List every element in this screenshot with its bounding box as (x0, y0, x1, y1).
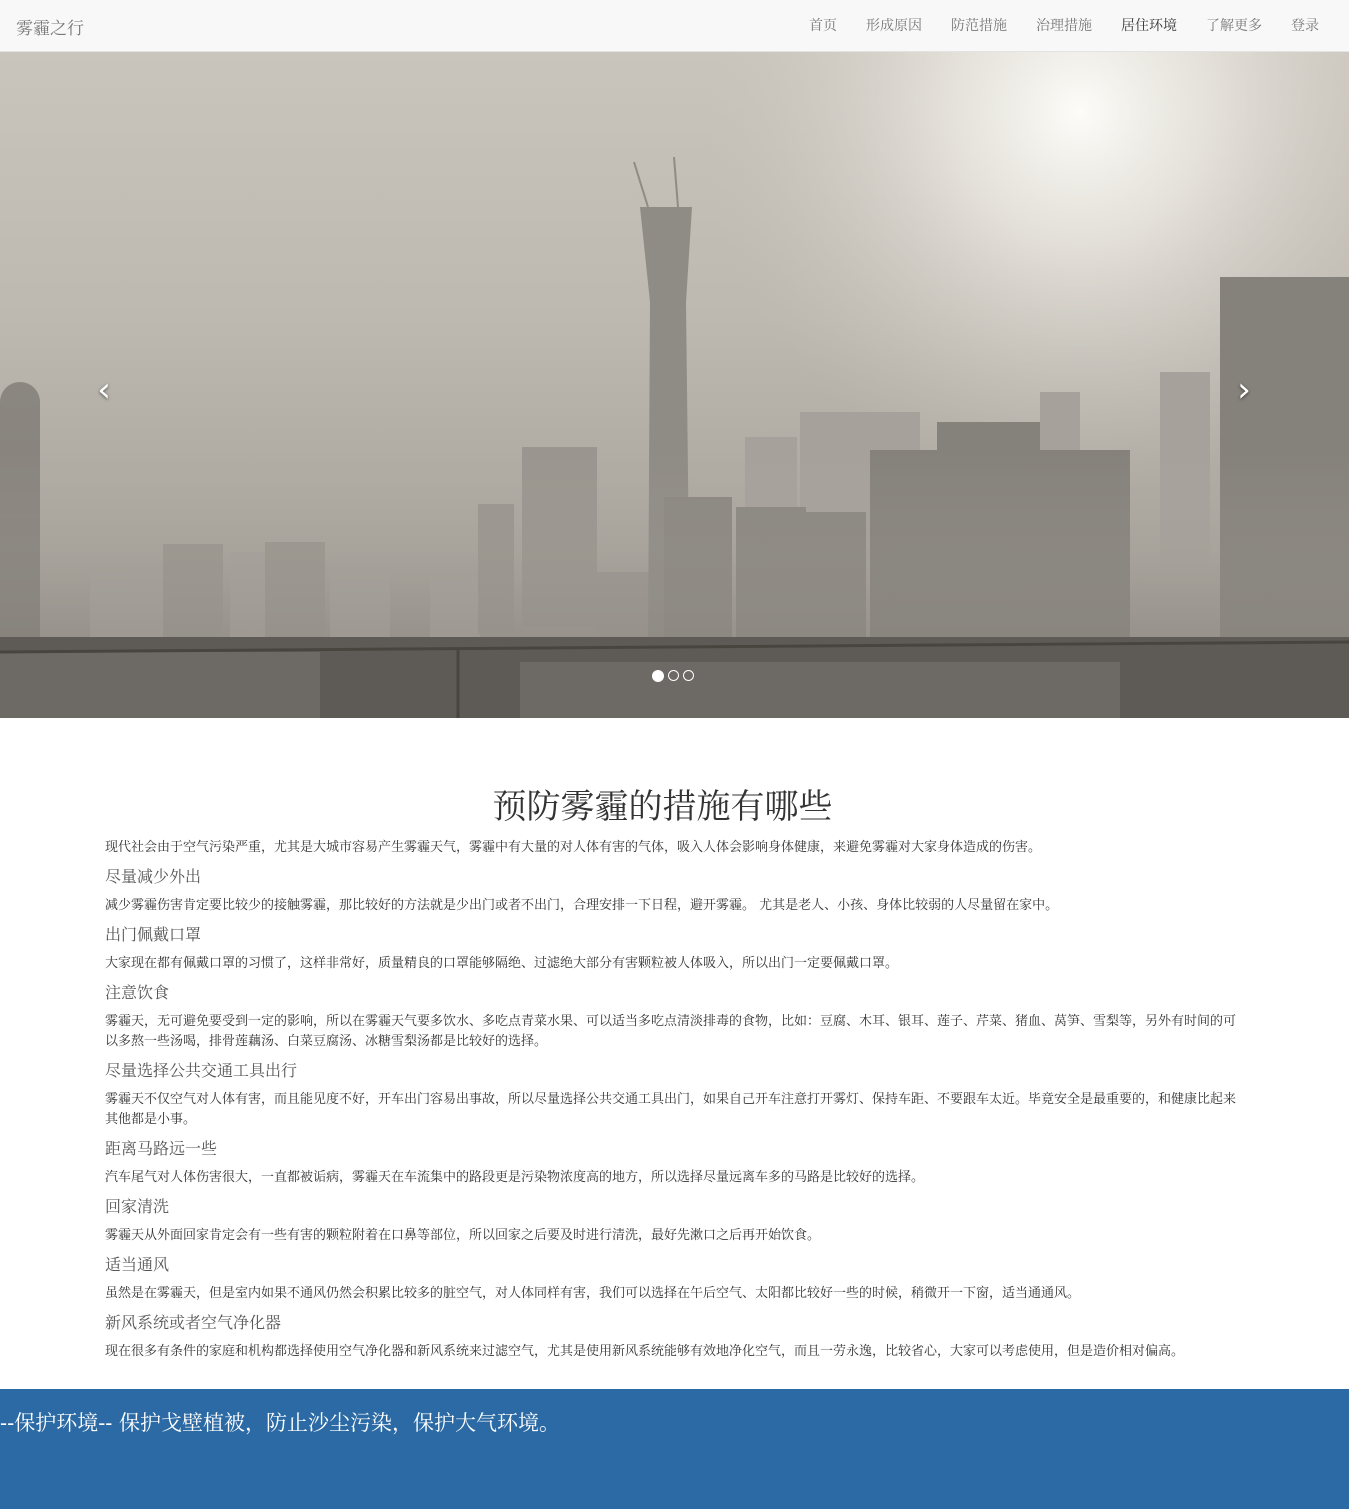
nav-item-learn-more[interactable]: 了解更多 (1206, 18, 1262, 34)
footer-slogan: --保护环境-- 保护戈壁植被，防止沙尘污染，保护大气环境。 (0, 1411, 561, 1435)
section-wash-at-home (105, 1196, 1245, 1246)
section-heading: 适当通风 (105, 1255, 170, 1274)
nav-item-home[interactable]: 首页 (809, 18, 837, 34)
carousel-indicator-3[interactable] (683, 670, 694, 681)
smoggy-city-skyline-image (0, 52, 1349, 718)
carousel-indicator-1[interactable] (652, 670, 664, 682)
image-carousel (0, 52, 1349, 718)
section-heading: 尽量选择公共交通工具出行 (105, 1061, 298, 1080)
section-text: 雾霾天不仅空气对人体有害，而且能见度不好，开车出门容易出事故，所以尽量选择公共交通工具出门，如果自己开车注意打开雾灯、保持车距、不要跟车太近。毕竟安全是最重要的，和健康比起来其他都是小事。 (105, 1092, 1237, 1127)
chevron-left-icon: ‹ (97, 370, 111, 410)
section-away-from-roads (105, 1138, 1245, 1188)
main-content (105, 782, 1245, 1362)
section-ventilation (105, 1254, 1245, 1304)
section-text: 虽然是在雾霾天，但是室内如果不通风仍然会积累比较多的脏空气，对人体同样有害，我们可以选择在午后空气、太阳都比较好一些的时候，稍微开一下窗，适当通通风。 (105, 1286, 1081, 1301)
nav-item-causes[interactable]: 形成原因 (866, 18, 922, 34)
section-wear-mask (105, 924, 1245, 974)
navbar (0, 0, 1349, 52)
carousel-indicators (652, 670, 694, 682)
section-heading: 距离马路远一些 (105, 1139, 218, 1158)
section-air-purifier (105, 1312, 1245, 1362)
section-heading: 回家清洗 (105, 1197, 170, 1216)
section-heading: 出门佩戴口罩 (105, 925, 202, 944)
section-heading: 注意饮食 (105, 983, 170, 1002)
section-public-transport (105, 1060, 1245, 1130)
section-text: 大家现在都有佩戴口罩的习惯了，这样非常好，质量精良的口罩能够隔绝、过滤绝大部分有害颗粒被人体吸入，所以出门一定要佩戴口罩。 (105, 956, 899, 971)
brand-logo-link[interactable]: 雾霾之行 (16, 19, 84, 39)
nav-item-prevention[interactable]: 防范措施 (951, 18, 1007, 34)
section-text: 汽车尾气对人体伤害很大，一直都被诟病，雾霾天在车流集中的路段更是污染物浓度高的地方，所以选择尽量远离车多的马路是比较好的选择。 (105, 1170, 925, 1185)
nav-item-treatment[interactable]: 治理措施 (1036, 18, 1092, 34)
section-heading: 新风系统或者空气净化器 (105, 1313, 282, 1332)
carousel-prev-control[interactable] (84, 370, 124, 410)
footer (0, 1389, 1349, 1509)
section-reduce-going-out (105, 866, 1245, 916)
section-heading: 尽量减少外出 (105, 867, 202, 886)
page-title: 预防雾霾的措施有哪些 (492, 787, 833, 827)
intro-paragraph: 现代社会由于空气污染严重，尤其是大城市容易产生雾霾天气，雾霾中有大量的对人体有害的气体，吸入人体会影响身体健康，来避免雾霾对大家身体造成的伤害。 (105, 840, 1042, 855)
section-text: 雾霾天从外面回家肯定会有一些有害的颗粒附着在口鼻等部位，所以回家之后要及时进行清洗，最好先漱口之后再开始饮食。 (105, 1228, 821, 1243)
nav-menu (780, 0, 1319, 52)
section-text: 减少雾霾伤害肯定要比较少的接触雾霾，那比较好的方法就是少出门或者不出门，合理安排一下日程，避开雾霾。 尤其是老人、小孩、身体比较弱的人尽量留在家中。 (105, 898, 1059, 913)
section-diet (105, 982, 1245, 1052)
carousel-indicator-2[interactable] (668, 670, 679, 681)
chevron-right-icon: › (1237, 370, 1251, 410)
nav-item-login[interactable]: 登录 (1291, 18, 1319, 34)
section-text: 雾霾天，无可避免要受到一定的影响，所以在雾霾天气要多饮水、多吃点青菜水果、可以适当多吃点清淡排毒的食物，比如：豆腐、木耳、银耳、莲子、芹菜、猪血、莴笋、雪梨等，另外有时间的可以多熬一些汤喝，排骨莲藕汤、白菜豆腐汤、冰糖雪梨汤都是比较好的选择。 (105, 1014, 1237, 1049)
nav-item-living-environment[interactable]: 居住环境 (1121, 18, 1177, 34)
carousel-next-control[interactable] (1224, 370, 1264, 410)
section-text: 现在很多有条件的家庭和机构都选择使用空气净化器和新风系统来过滤空气，尤其是使用新风系统能够有效地净化空气，而且一劳永逸，比较省心，大家可以考虑使用，但是造价相对偏高。 (105, 1344, 1185, 1359)
